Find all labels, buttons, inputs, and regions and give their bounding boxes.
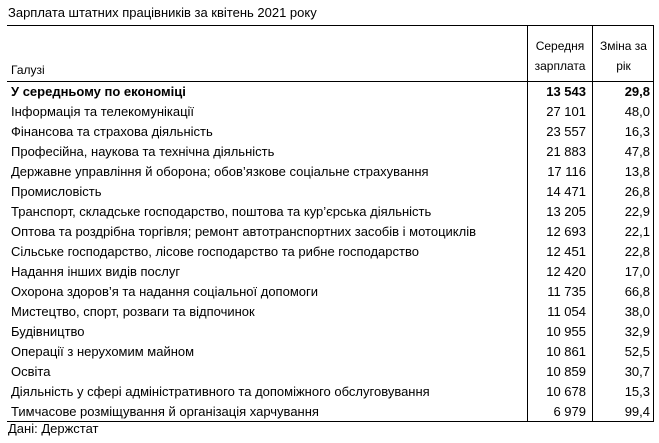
row-change: 30,7 [624, 364, 650, 379]
row-change: 32,9 [624, 324, 650, 339]
table-row [7, 162, 654, 182]
row-branch: Професійна, наукова та технічна діяльність [11, 144, 275, 159]
source-note: Дані: Держстат [8, 421, 99, 436]
row-salary: 11 735 [547, 284, 586, 299]
row-branch: Державне управління й оборона; обов’язкове соціальне страхування [11, 164, 429, 179]
row-branch: Фінансова та страхова діяльність [11, 124, 213, 139]
row-branch: Промисловість [11, 184, 102, 199]
row-branch: Сільське господарство, лісове господарство та рибне господарство [11, 244, 419, 259]
row-salary: 10 955 [546, 324, 586, 339]
row-salary: 27 101 [546, 104, 586, 119]
table-title: Зарплата штатних працівників за квітень 2021 року [8, 5, 317, 20]
row-change: 16,3 [624, 124, 650, 139]
table-row [7, 102, 654, 122]
row-salary: 10 861 [546, 344, 586, 359]
table-row [7, 182, 654, 202]
header-branch: Галузі [11, 63, 45, 77]
row-change: 26,8 [624, 184, 650, 199]
table-row [7, 322, 654, 342]
row-change: 13,8 [624, 164, 650, 179]
row-change: 99,4 [624, 404, 650, 419]
row-salary: 13 543 [546, 84, 586, 99]
header-change [593, 36, 654, 76]
row-salary: 21 883 [546, 144, 586, 159]
table-row [7, 242, 654, 262]
row-salary: 23 557 [546, 124, 586, 139]
table-row [7, 342, 654, 362]
table-row [7, 142, 654, 162]
table-row [7, 122, 654, 142]
header-change-line1: Зміна за [600, 39, 647, 53]
row-change: 15,3 [624, 384, 650, 399]
row-branch: У середньому по економіці [11, 84, 186, 99]
table-row [7, 222, 654, 242]
row-salary: 17 116 [547, 164, 586, 179]
row-salary: 12 451 [546, 244, 586, 259]
row-change: 22,9 [624, 204, 650, 219]
row-change: 52,5 [624, 344, 650, 359]
header-salary [528, 36, 592, 76]
row-branch: Надання інших видів послуг [11, 264, 181, 279]
row-branch: Мистецтво, спорт, розваги та відпочинок [11, 304, 255, 319]
row-change: 66,8 [624, 284, 650, 299]
table-row [7, 382, 654, 402]
row-branch: Охорона здоров’я та надання соціальної допомоги [11, 284, 318, 299]
row-salary: 10 859 [546, 364, 586, 379]
table-row [7, 282, 654, 302]
table-body [7, 82, 654, 422]
table-row [7, 302, 654, 322]
row-branch: Транспорт, складське господарство, поштова та кур’єрська діяльність [11, 204, 432, 219]
row-change: 38,0 [624, 304, 650, 319]
row-change: 29,8 [624, 84, 650, 99]
table-row [7, 82, 654, 102]
salary-table [7, 25, 654, 422]
row-change: 47,8 [624, 144, 650, 159]
table-row [7, 402, 654, 422]
row-branch: Діяльність у сфері адміністративного та допоміжного обслуговування [11, 384, 430, 399]
row-salary: 13 205 [546, 204, 586, 219]
table-row [7, 202, 654, 222]
row-branch: Оптова та роздрібна торгівля; ремонт автотранспортних засобів і мотоциклів [11, 224, 477, 239]
row-change: 17,0 [624, 264, 650, 279]
table-row [7, 262, 654, 282]
row-salary: 10 678 [546, 384, 586, 399]
row-salary: 11 054 [547, 304, 586, 319]
row-change: 48,0 [624, 104, 650, 119]
row-salary: 14 471 [546, 184, 586, 199]
header-salary-line1: Середня [535, 39, 585, 53]
row-branch: Інформація та телекомунікації [11, 104, 195, 119]
header-change-line2: рік [616, 59, 631, 73]
row-change: 22,8 [624, 244, 650, 259]
row-branch: Тимчасове розміщування й організація харчування [11, 404, 319, 419]
row-change: 22,1 [624, 224, 650, 239]
header-salary-line2: зарплата [534, 59, 586, 73]
row-branch: Освіта [11, 364, 51, 379]
row-salary: 12 693 [546, 224, 586, 239]
row-branch: Операції з нерухомим майном [11, 344, 195, 359]
row-branch: Будівництво [11, 324, 85, 339]
table-header [7, 26, 654, 82]
row-salary: 6 979 [553, 404, 586, 419]
row-salary: 12 420 [546, 264, 586, 279]
table-row [7, 362, 654, 382]
